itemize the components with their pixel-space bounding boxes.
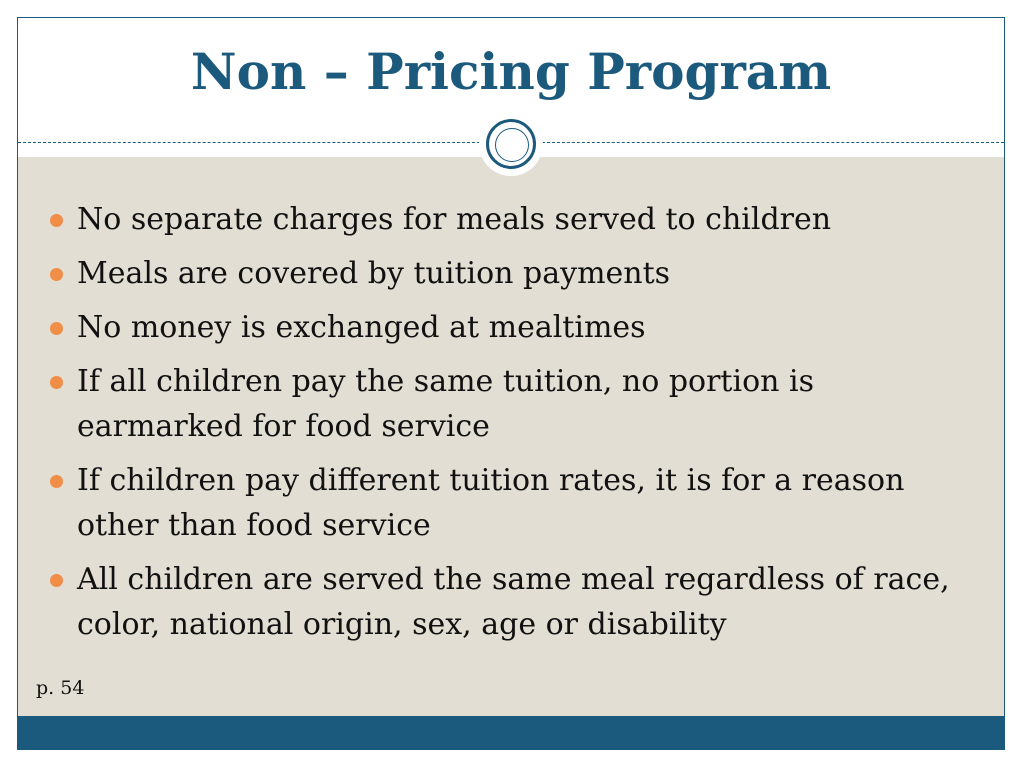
bullet-dot-icon: [50, 322, 63, 335]
bullet-dot-icon: [50, 475, 63, 488]
bullet-text: If all children pay the same tuition, no portion is earmarked for food service: [77, 364, 814, 444]
bullet-item: [50, 197, 950, 242]
bullet-text: If children pay different tuition rates, it is for a reason other than food service: [77, 463, 905, 543]
content-area: [18, 157, 1004, 716]
bottom-bar: [18, 716, 1004, 750]
bullet-text: No separate charges for meals served to children: [77, 202, 832, 237]
page-reference: p. 54: [36, 677, 85, 699]
bullet-dot-icon: [50, 376, 63, 389]
bullet-text: No money is exchanged at mealtimes: [77, 310, 646, 345]
slide-frame: [17, 17, 1005, 750]
bullet-item: [50, 458, 950, 548]
bullet-dot-icon: [50, 214, 63, 227]
bullet-item: [50, 557, 950, 647]
ornament-inner-ring: [495, 128, 529, 162]
ornament-ring: [486, 119, 536, 169]
bullet-item: [50, 359, 950, 449]
slide-title: Non – Pricing Program: [190, 42, 832, 101]
bullet-list: [50, 197, 950, 656]
bullet-dot-icon: [50, 574, 63, 587]
bullet-item: [50, 251, 950, 296]
bullet-text: All children are served the same meal regardless of race, color, national origin, sex, age or disability: [77, 562, 950, 642]
circle-ornament-icon: [479, 112, 543, 176]
bullet-text: Meals are covered by tuition payments: [77, 256, 671, 291]
bullet-item: [50, 305, 950, 350]
bullet-dot-icon: [50, 268, 63, 281]
